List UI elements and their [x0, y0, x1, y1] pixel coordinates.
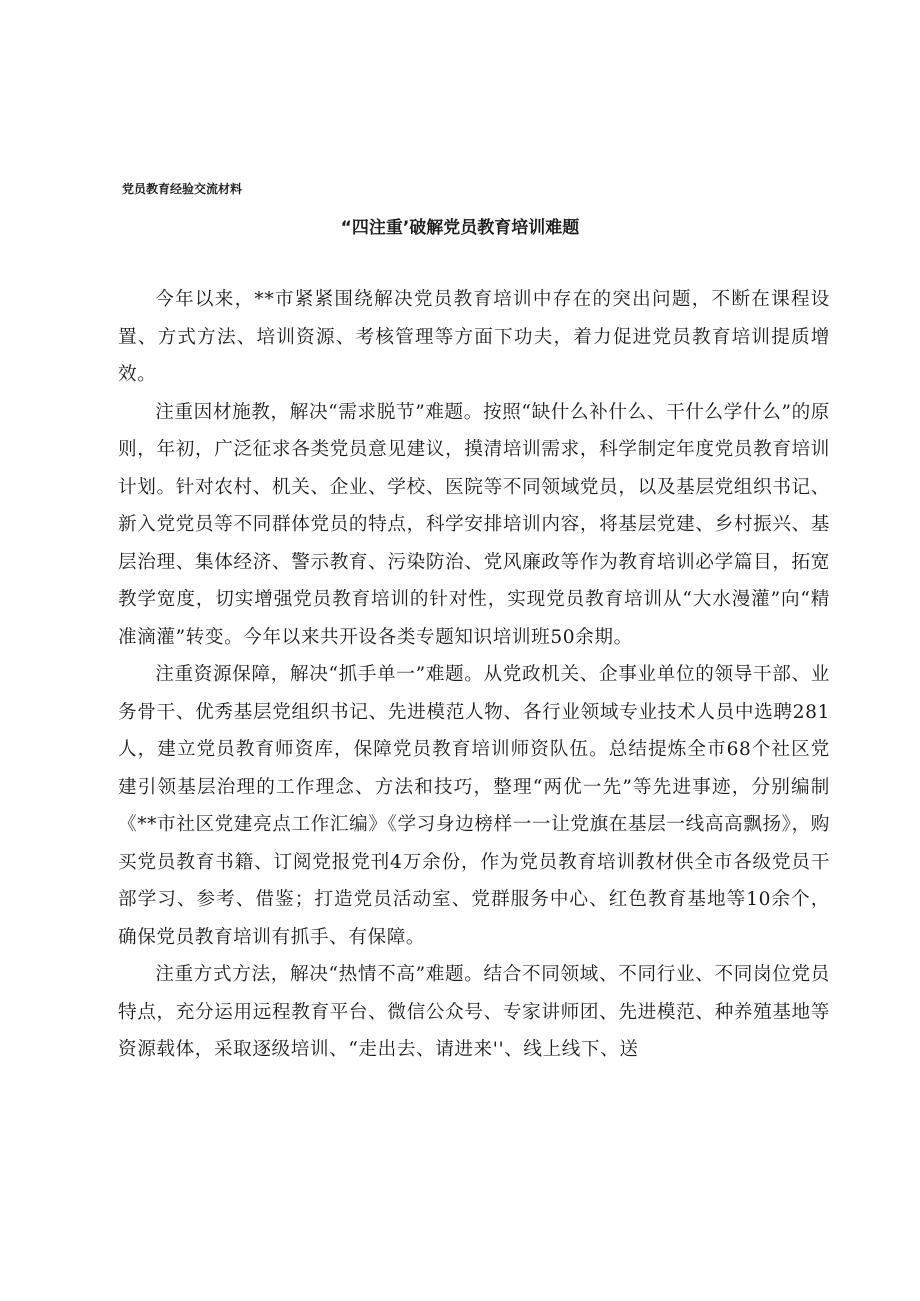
intro-paragraph: 今年以来，**市紧紧围绕解决党员教育培训中存在的突出问题，不断在课程设置、方式方法、培训资源、考核管理等方面下功夫，着力促进党员教育培训提质增效。 — [118, 289, 830, 385]
paragraph-targeted-teaching: 注重因材施教，解决“需求脱节”难题。按照“缺什么补什么、干什么学什么”的原则，年初，广泛征求各类党员意见建议，摸清培训需求，科学制定年度党员教育培训计划。针对农村、机关、企业、学校、医院等不同领域党员，以及基层党组织书记、新入党党员等不同群体党员的特点，科学安排培训内容，将基层党建、乡村振兴、基层治理、集体经济、警示教育、污染防治、党风廉政等作为教育培训必学篇目，拓宽教学宽度，切实增强党员教育培训的针对性，实现党员教育培训从“大水漫灌”向“精准滴灌”转变。今年以来共开设各类专题知识培训班50余期。 — [118, 401, 830, 648]
document-header: 党员教育经验交流材料 — [122, 182, 243, 196]
document-title: “四注重’破解党员教育培训难题 — [340, 218, 580, 238]
paragraph-methods: 注重方式方法，解决“热情不高”难题。结合不同领域、不同行业、不同岗位党员特点，充分运用远程教育平台、微信公众号、专家讲师团、先进模范、种养殖基地等资源载体，采取逐级培训、“走出去、请进来''、线上线下、送 — [118, 964, 830, 1060]
document-body — [118, 281, 830, 1069]
paragraph-resource-guarantee: 注重资源保障，解决“抓手单一”难题。从党政机关、企事业单位的领导干部、业务骨干、优秀基层党组织书记、先进模范人物、各行业领域专业技术人员中选聘281人，建立党员教育师资库，保障党员教育培训师资队伍。总结提炼全市68个社区党建引领基层治理的工作理念、方法和技巧，整理“两优一先”等先进事迹，分别编制《**市社区党建亮点工作汇编》《学习身边榜样一一让党旗在基层一线高高飘扬》，购买党员教育书籍、订阅党报党刊4万余份，作为党员教育培训教材供全市各级党员干部学习、参考、借鉴；打造党员活动室、党群服务中心、红色教育基地等10余个，确保党员教育培训有抓手、有保障。 — [118, 664, 830, 948]
